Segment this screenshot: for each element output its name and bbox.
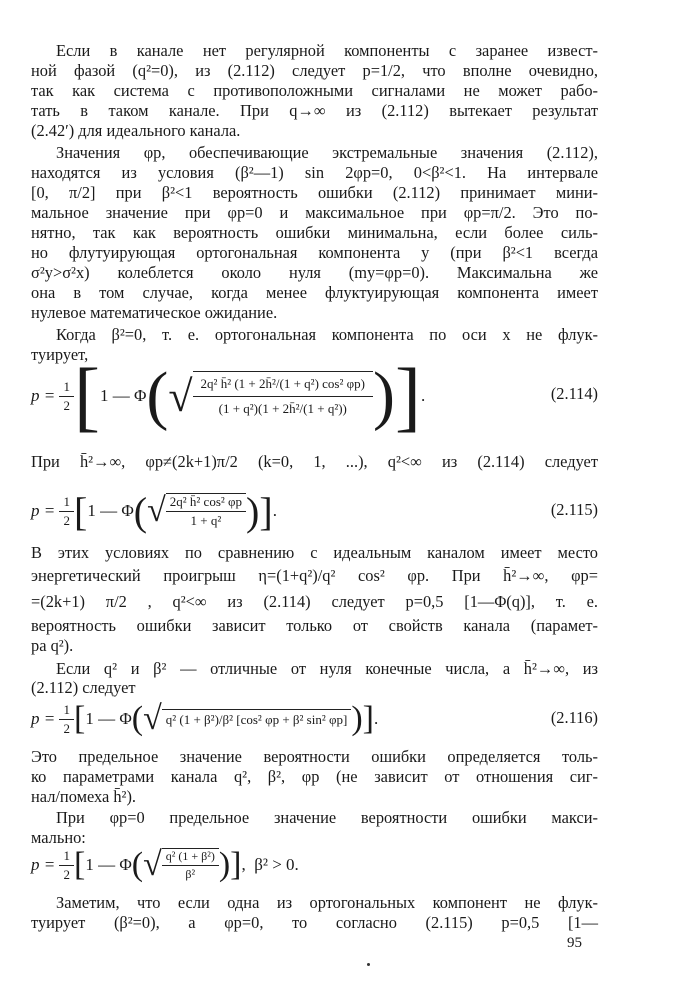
fraction-denominator: 1 + q² (190, 513, 222, 528)
text-line: нал/помеха h̄²). (31, 787, 137, 806)
right-paren: ) (246, 488, 260, 534)
fraction-half (59, 379, 74, 414)
equation-2-115: p = $\frac{1}{2}$ [ 1 — Φ ( √ $\frac{\text{2q² h̄² cos² φр}}{\text{1 + q²}}$ ) ] . (2.115) (31, 488, 598, 534)
right-bracket: ] (230, 846, 242, 883)
left-paren: ( (131, 846, 144, 883)
text-line: Значения φр, обеспечивающие экстремальные значения (2.112), (56, 143, 598, 162)
text-line: σ²y>σ²x) колеблется около нуля (my=φр=0). Максимальна же (31, 263, 598, 282)
equation-lhs: p = (31, 386, 56, 405)
fraction-denominator: 2 (63, 866, 70, 882)
one-minus-phi: 1 — Φ (87, 501, 134, 520)
equation-2-114: p = $\frac{1}{2}$ [ 1 — Φ ( √ $\frac{\text{2q² h̄² (1 + 2h̄²/(1 + q²) cos² φр)}}{\text{(1 + q²)(1 + 2h̄²/(1 + q²))}}$ ) ] . (2.114) (31, 352, 598, 439)
fraction-half (59, 702, 74, 737)
fraction-denominator: (1 + q²)(1 + 2h̄²/(1 + q²)) (218, 401, 347, 416)
text-line: Это предельное значение вероятности ошибки определяется толь- (31, 747, 598, 766)
text-line: энергетический проигрыш η=(1+q²)/q² cos² φр. При h̄²→∞, φр= (31, 566, 598, 585)
text-line: (2.112) следует (31, 678, 136, 697)
text-line: ной фазой (q²=0), из (2.112) следует p=1/2, что вполне очевидно, (31, 61, 598, 80)
text-line: вероятность ошибки зависит только от свойств канала (парамет- (31, 616, 598, 635)
print-speck (367, 963, 370, 966)
fraction-numerator: q² (1 + β²) (162, 849, 219, 866)
fraction-half (59, 494, 74, 529)
left-bracket: [ (73, 700, 86, 737)
text-line: =(2k+1) π/2 , q²<∞ из (2.114) следует p=0,5 [1—Φ(q)], т. е. (31, 592, 598, 611)
sqrt-icon: √ (143, 700, 162, 737)
text-line: мально: (31, 828, 86, 847)
sqrt-icon: √ (168, 371, 193, 421)
sqrt-icon: √ (147, 492, 166, 529)
text-line: находятся из условия (β²—1) sin 2φр=0, 0<β²<1. На интервале (31, 163, 598, 182)
fraction-numerator: 1 (59, 379, 74, 397)
equation-lhs: p = (31, 501, 56, 520)
text-line: нятно, так как вероятность ошибки минимальна, если более силь- (31, 223, 598, 242)
right-paren: ) (351, 700, 363, 737)
one-minus-phi: 1 — Φ (85, 855, 132, 874)
fraction-numerator: 2q² h̄² cos² φр (166, 494, 246, 512)
text-line: туирует, (31, 345, 89, 364)
fraction-denominator: 2 (63, 720, 70, 736)
equation-2-116: p = $\frac{1}{2}$ [ 1 — Φ ( √ q² (1 + β²)/β² [cos² φр + β² sin² φр] ) ] . (2.116) (31, 700, 598, 737)
left-paren: ( (131, 700, 144, 737)
fraction-denominator: 2 (63, 512, 70, 528)
text-line: тать в таком канале. При q→∞ из (2.112) вытекает результат (31, 101, 598, 120)
equation-limit: p = $\frac{1}{2}$ [ 1 — Φ ( √ $\frac{\text{q² (1 + β²)}}{\text{β²}}$ ) ] , β² > 0. (31, 846, 299, 883)
left-bracket: [ (73, 846, 86, 883)
equation-number: (2.114) (550, 384, 598, 403)
equation-number: (2.115) (550, 500, 598, 519)
text-line: но флутуирующая ортогональная компонента y (при β²<1 всегда (31, 243, 598, 262)
radicand: q² (1 + β²)/β² [cos² φр + β² sin² φр] (162, 709, 352, 730)
fraction-denominator: 2 (63, 397, 70, 413)
left-paren: ( (133, 488, 148, 534)
right-paren: ) (372, 359, 395, 432)
equation-lhs: p = (31, 709, 56, 728)
condition: β² > 0. (254, 855, 299, 874)
radicand-fraction (162, 848, 219, 882)
fraction-numerator: 1 (59, 494, 74, 512)
fraction-numerator: 1 (59, 702, 74, 720)
left-bracket: [ (73, 488, 88, 534)
text-line: мальное значение при φр=0 и максимальное при φр=π/2. Это по- (31, 203, 598, 222)
text-line: так как система с противоположными сигналами не может рабо- (31, 81, 598, 100)
text-line: ра q²). (31, 636, 74, 655)
fraction-numerator: 1 (59, 848, 74, 866)
text-line: туирует (β²=0), а φр=0, то согласно (2.115) p=0,5 [1— (31, 913, 598, 932)
text-line: [0, π/2] при β²<1 вероятность ошибки (2.112) принимает мини- (31, 183, 598, 202)
radicand-fraction (166, 493, 246, 529)
fraction-denominator: β² (185, 867, 196, 881)
page-number: 95 (567, 935, 582, 951)
left-bracket: [ (73, 352, 100, 439)
radicand-fraction (193, 371, 373, 421)
one-minus-phi: 1 — Φ (99, 386, 147, 405)
text-line: ко параметрами канала q², β², φр (не зависит от отношения сиг- (31, 767, 598, 786)
right-bracket: ] (362, 700, 374, 737)
text-line: В этих условиях по сравнению с идеальным каналом имеет место (31, 543, 598, 562)
equation-lhs: p = (31, 855, 56, 874)
sqrt-icon: √ (143, 846, 162, 883)
fraction-numerator: 2q² h̄² (1 + 2h̄²/(1 + q²) cos² φр) (193, 372, 373, 397)
left-paren: ( (146, 359, 169, 432)
right-bracket: ] (259, 488, 273, 534)
text-line: нулевое математическое ожидание. (31, 303, 278, 322)
text-line: Если q² и β² — отличные от нуля конечные числа, а h̄²→∞, из (56, 659, 598, 678)
text-line: (2.42′) для идеального канала. (31, 121, 241, 140)
text-line: она в том случае, когда менее флуктуирующая компонента имеет (31, 283, 598, 302)
one-minus-phi: 1 — Φ (85, 709, 132, 728)
right-paren: ) (218, 846, 231, 883)
text-line: При φр=0 предельное значение вероятности ошибки макси- (56, 808, 598, 827)
text-line: Когда β²=0, т. е. ортогональная компонента по оси x не флук- (56, 325, 598, 344)
fraction-half (59, 848, 74, 883)
text-line: Если в канале нет регулярной компоненты с заранее извест- (56, 41, 598, 60)
text-line: При h̄²→∞, φр≠(2k+1)π/2 (k=0, 1, ...), q²<∞ из (2.114) следует (31, 452, 598, 471)
right-bracket: ] (394, 352, 421, 439)
text-line: Заметим, что если одна из ортогональных компонент не флук- (56, 893, 598, 912)
equation-number: (2.116) (550, 708, 598, 727)
